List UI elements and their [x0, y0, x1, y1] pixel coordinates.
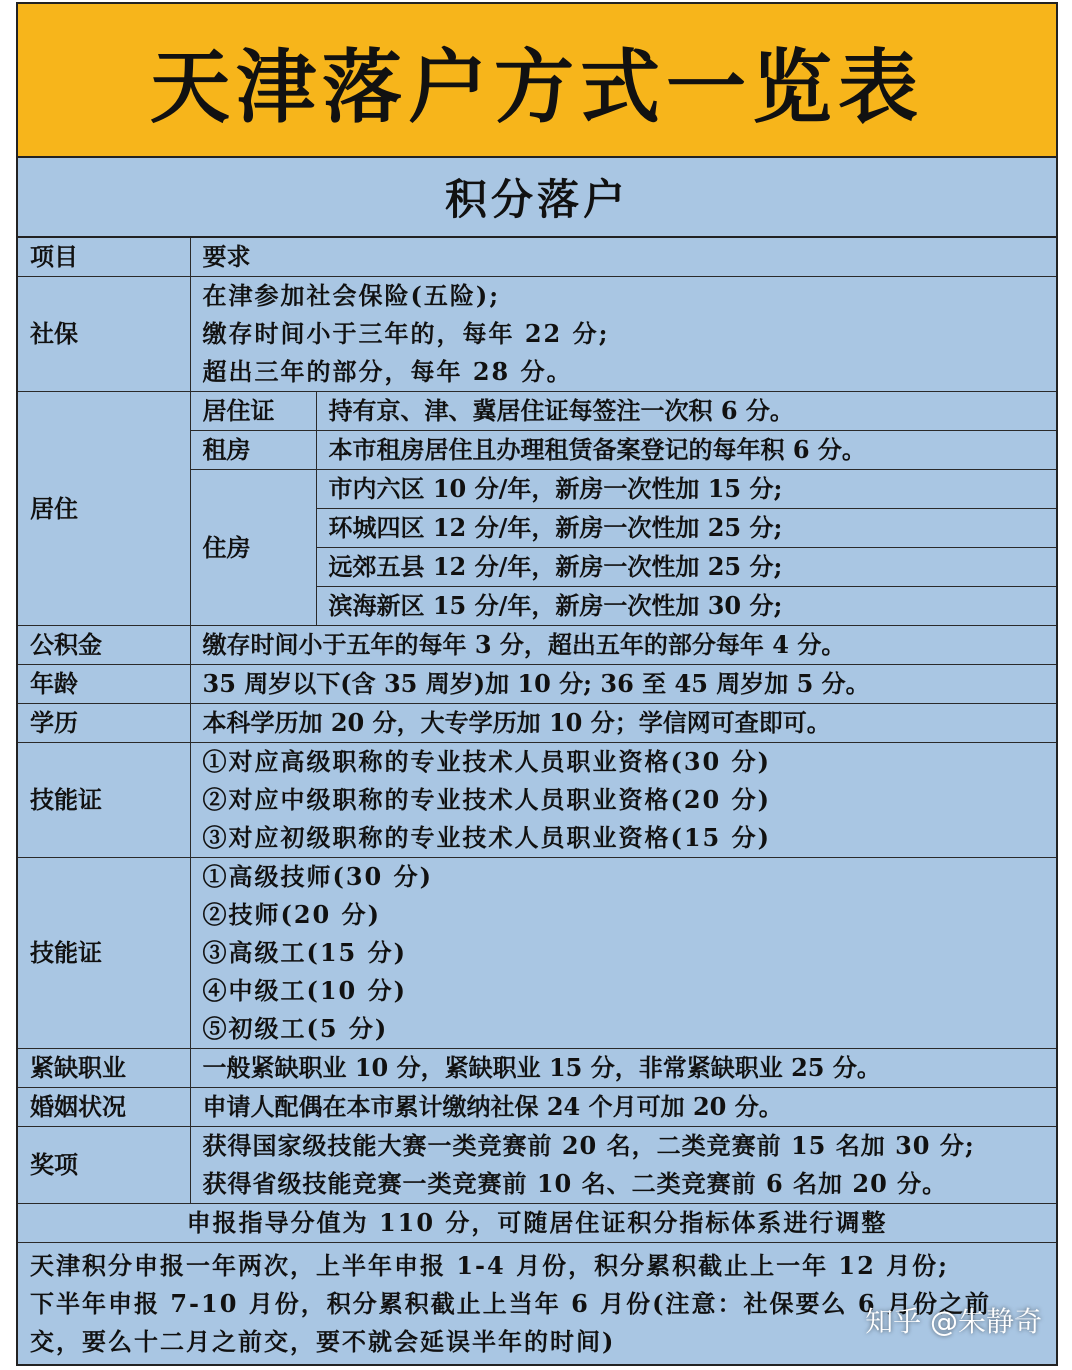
- row-note: [18, 1204, 1056, 1243]
- row-jinengzheng-1: [18, 743, 1056, 858]
- guidance-note: 申报指导分值为 110 分，可随居住证积分指标体系进行调整: [18, 1204, 1056, 1243]
- content-gongjijin: 缴存时间小于五年的每年 3 分，超出五年的部分每年 4 分。: [190, 626, 1056, 665]
- jinengzheng-line: ①对应高级职称的专业技术人员职业资格(30 分): [202, 747, 771, 776]
- jinengzheng-line: ②技师(20 分): [202, 900, 381, 929]
- footer-line: 天津积分申报一年两次，上半年申报 1-4 月份，积分累积截止上一年 12 月份;: [30, 1251, 950, 1280]
- row-shebao: [18, 277, 1056, 392]
- content-shebao: [190, 277, 1056, 392]
- label-zhufang: 住房: [190, 470, 316, 626]
- content-zufang: 本市租房居住且办理租赁备案登记的每年积 6 分。: [316, 431, 1056, 470]
- footer-line: 下半年申报 7-10 月份，积分累积截止上当年 6 月份(注意：社保要么 6 月份之前: [30, 1289, 991, 1318]
- label-nianling: 年龄: [18, 665, 190, 704]
- jinengzheng-line: ③高级工(15 分): [202, 938, 407, 967]
- shebao-line: 超出三年的部分，每年 28 分。: [202, 357, 573, 386]
- content-hunyin: 申请人配偶在本市累计缴纳社保 24 个月可加 20 分。: [190, 1088, 1056, 1127]
- shebao-line: 在津参加社会保险(五险);: [202, 281, 501, 310]
- jinengzheng-line: ①高级技师(30 分): [202, 862, 433, 891]
- jinengzheng-line: ③对应初级职称的专业技术人员职业资格(15 分): [202, 823, 771, 852]
- points-settlement-sheet: [16, 2, 1058, 1366]
- footer-line: 交，要么十二月之前交，要不就会延误半年的时间): [30, 1327, 616, 1356]
- row-jinengzheng-2: [18, 858, 1056, 1049]
- row-hunyin: [18, 1088, 1056, 1127]
- label-xueli: 学历: [18, 704, 190, 743]
- requirements-table: [18, 238, 1056, 1243]
- jinengzheng-line: ⑤初级工(5 分): [202, 1014, 389, 1043]
- content-jinque: 一般紧缺职业 10 分，紧缺职业 15 分，非常紧缺职业 25 分。: [190, 1049, 1056, 1088]
- content-jinengzheng: [190, 743, 1056, 858]
- title-banner: [18, 4, 1056, 158]
- content-zhufang-line: 环城四区 12 分/年，新房一次性加 25 分;: [316, 509, 1056, 548]
- page-title: 天津落户方式一览表: [150, 40, 924, 134]
- label-zufang: 租房: [190, 431, 316, 470]
- row-xueli: [18, 704, 1056, 743]
- label-gongjijin: 公积金: [18, 626, 190, 665]
- label-hunyin: 婚姻状况: [18, 1088, 190, 1127]
- row-gongjijin: [18, 626, 1056, 665]
- header-item: 项目: [18, 238, 190, 277]
- section-title: 积分落户: [444, 175, 629, 224]
- jinengzheng-line: ④中级工(10 分): [202, 976, 407, 1005]
- label-jiangxiang: 奖项: [18, 1127, 190, 1204]
- label-jinque: 紧缺职业: [18, 1049, 190, 1088]
- table-header-row: [18, 238, 1056, 277]
- content-zhufang-line: 市内六区 10 分/年，新房一次性加 15 分;: [316, 470, 1056, 509]
- shebao-line: 缴存时间小于三年的，每年 22 分;: [202, 319, 610, 348]
- row-jiangxiang: [18, 1127, 1056, 1204]
- content-zhufang-line: 远郊五县 12 分/年，新房一次性加 25 分;: [316, 548, 1056, 587]
- jinengzheng-line: ②对应中级职称的专业技术人员职业资格(20 分): [202, 785, 771, 814]
- label-jinengzheng: 技能证: [18, 858, 190, 1049]
- header-requirement: 要求: [190, 238, 1056, 277]
- content-zhufang-line: 滨海新区 15 分/年，新房一次性加 30 分;: [316, 587, 1056, 626]
- watermark: 知乎 @朱静奇: [865, 1305, 1042, 1338]
- label-juzhu: 居住: [18, 392, 190, 626]
- label-jinengzheng: 技能证: [18, 743, 190, 858]
- content-jinengzheng: [190, 858, 1056, 1049]
- row-nianling: [18, 665, 1056, 704]
- row-jinque: [18, 1049, 1056, 1088]
- content-xueli: 本科学历加 20 分，大专学历加 10 分；学信网可查即可。: [190, 704, 1056, 743]
- row-juzhuzheng: [18, 392, 1056, 431]
- jiangxiang-line: 获得省级技能竞赛一类竞赛前 10 名、二类竞赛前 6 名加 20 分。: [202, 1169, 948, 1198]
- label-juzhuzheng: 居住证: [190, 392, 316, 431]
- jiangxiang-line: 获得国家级技能大赛一类竞赛前 20 名，二类竞赛前 15 名加 30 分;: [202, 1131, 975, 1160]
- label-shebao: 社保: [18, 277, 190, 392]
- content-jiangxiang: [190, 1127, 1056, 1204]
- content-nianling: 35 周岁以下(含 35 周岁)加 10 分; 36 至 45 周岁加 5 分。: [190, 665, 1056, 704]
- content-juzhuzheng: 持有京、津、冀居住证每签注一次积 6 分。: [316, 392, 1056, 431]
- subtitle-banner: [18, 158, 1056, 238]
